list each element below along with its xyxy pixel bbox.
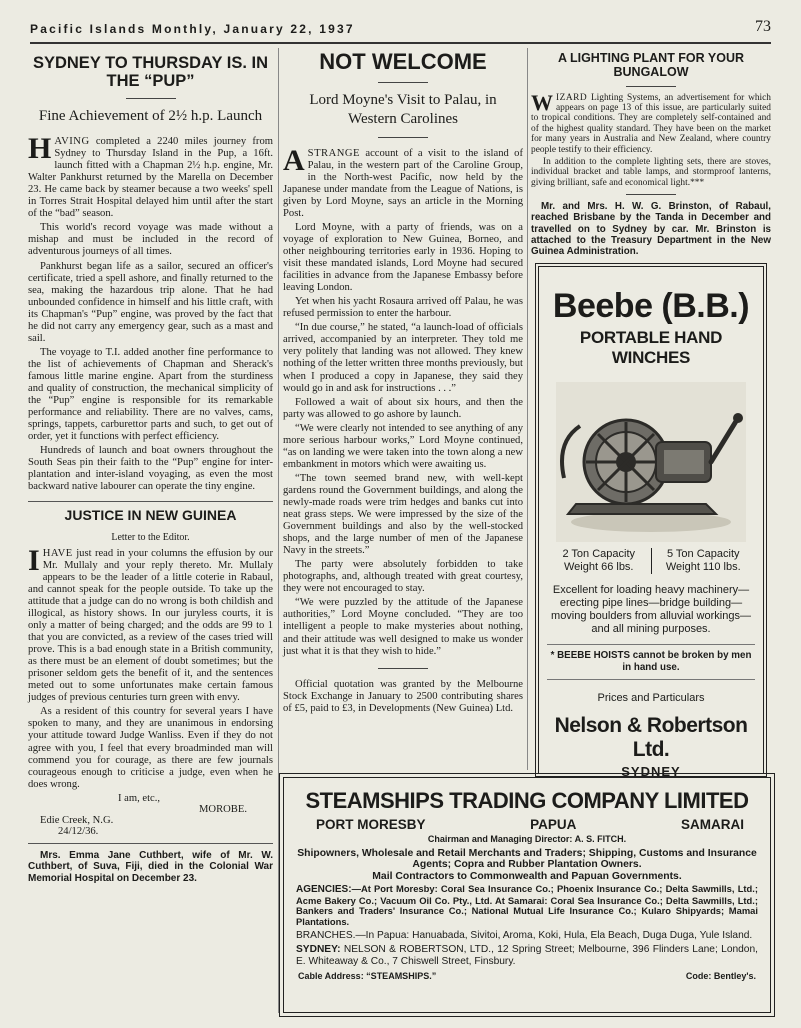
advertisement-steamships [283, 777, 771, 1013]
ad-code: Code: Bentley's. [685, 971, 756, 982]
column-right [531, 48, 771, 259]
ad-chairman: Chairman and Managing Director: A. S. FITCH. [427, 834, 627, 844]
signature: MOROBE. [199, 803, 247, 815]
paragraph: Pankhurst began life as a sailor, secured an officer's certificate, tried a spell ashore, and finally returned to the sea, making the hazardous trip alone. That he had unbounded confidence in himself and his little craft, with its Chapman's “Pup” engine, was proved by the fact that he did not carry any emergency gear, such as a mast and sail. [28, 260, 273, 344]
paragraph: Yet when his yacht Rosaura arrived off Palau, he was refused permission to enter the harbour. [283, 296, 523, 320]
paragraph: “The town seemed brand new, with well-kept gardens round the Government buildings, and along the newly-made roads were trim hedges and banks cut into neat grass steps. We were impressed by the size of the Government buildings and also by the well-stocked shops, and the large number of men of the Japanese Navy in the streets.” [283, 472, 523, 557]
closing: I am, etc., [118, 792, 161, 804]
divider [626, 86, 676, 87]
article-not-welcome [283, 50, 523, 658]
ad-branches: BRANCHES.—In Papua: Hanuabada, Sivitoi, Aroma, Koki, Hula, Ela Beach, Duga Duga, Yule Island. [296, 930, 753, 942]
paragraph: The voyage to T.I. added another fine performance to the list of achievements of Chapman and Sherack's famous little marine engine. Apart from the sturdiness and quality of construction, the mechanical simplicity of the “Pup” engine is responsible for its remarkable performance and reliability. There are no valves, cams, springs, tappets, carburettor parts and such, to get out of order, yet it functions with perfect efficiency. [28, 346, 273, 443]
subhead-pup: Fine Achievement of 2½ h.p. Launch [38, 108, 263, 125]
paragraph: Followed a wait of about six hours, and then the party was allowed to go ashore by launch. [283, 396, 523, 420]
ad-steamships-title: STEAMSHIPS TRADING COMPANY LIMITED [305, 788, 749, 813]
ad-agencies: AGENCIES:—At Port Moresby: Coral Sea Insurance Co.; Phoenix Insurance Co.; Delta Sawmills, Ltd.; Acme Bakery Co.; Vacuum Oil Co. Pty., Ltd. At Samarai: Coral Sea Insurance Co.; Delta Sawmills, Ltd.; Bankers and Traders' Insurance Co.; National Mutual Life Insurance Co.; Kularo Shipyards; Mamai Plantations. [296, 883, 758, 927]
advertisement-beebe-winches [538, 266, 764, 779]
ad-brand: Beebe (B.B.) [552, 287, 750, 325]
ad-prices-label: Prices and Particulars [597, 692, 705, 704]
headline-lighting: A LIGHTING PLANT FOR YOUR BUNGALOW [557, 51, 745, 79]
paragraph: “We were puzzled by the attitude of the Japanese authorities,” Lord Moyne concluded. “They are too intelligent a people to make mysteries about nothing, and their attitude was well designed to make us wonder just what it is that they wish to hide.” [283, 597, 523, 657]
divider [126, 98, 176, 99]
paragraph: The party were absolutely forbidden to take photographs, and, although treated with great courtesy, they were not encouraged to stay. [283, 559, 523, 595]
article-pup [28, 54, 273, 493]
divider [28, 843, 273, 844]
ad-note: * BEEBE HOISTS cannot be broken by men in hand use. [547, 644, 755, 680]
paragraph: “In due course,” he stated, “a launch-load of officials arrived, accompanied by an interpreter. They told me very politely that landing was not allowed. They knew nothing of the letter written three months previously, but when I produced a copy in Japanese, they said they would go in and ask for instructions . . .” [283, 322, 523, 394]
winch-illustration-icon [556, 382, 746, 542]
drop-cap: H [28, 132, 52, 166]
divider [378, 137, 428, 138]
drop-cap: I [28, 543, 40, 577]
place-papua: PAPUA [530, 817, 577, 832]
ad-uses: Excellent for loading heavy machinery—erecting pipe lines—bridge building—moving boulders from alluvial workings—and all mining purposes. [551, 584, 751, 635]
kicker: Letter to the Editor. [111, 531, 190, 543]
notice-brinston: Mr. and Mrs. H. W. G. Brinston, of Rabaul, reached Brisbane by the Tanda in December and travelled on to Sydney by car. Mr. Brinston is attached to the Treasury Department in the New Guinea Administration. [531, 201, 771, 257]
place-samarai: SAMARAI [681, 817, 744, 832]
headline-not-welcome: NOT WELCOME [319, 49, 487, 74]
ad-dealer: Nelson & Robertson Ltd. [554, 714, 748, 761]
paragraph: This world's record voyage was made without a mishap and must be included in the record of adventurous journeys of all times. [28, 222, 273, 258]
running-title: Pacific Islands Monthly, January 22, 1937 [30, 22, 355, 36]
ad-mail-contractors: Mail Contractors to Commonwealth and Papuan Governments. [372, 870, 682, 882]
page-number: 73 [755, 18, 771, 35]
headline-justice: JUSTICE IN NEW GUINEA [64, 507, 237, 524]
place-port-moresby: PORT MORESBY [316, 817, 426, 832]
ad-places [284, 817, 770, 832]
column-rule [278, 48, 279, 1013]
paragraph: In addition to the complete lighting sets, there are stoves, individual bracket and table lamps, and stormproof lanterns, giving brilliant, safe and economical light.*** [531, 156, 771, 188]
article-lighting [531, 52, 771, 188]
divider [378, 82, 428, 83]
page-header [30, 20, 771, 44]
paragraph: Hundreds of launch and boat owners throughout the South Seas pin their faith to the “Pup” engine for inter-plantation and inter-island voyaging, as even the most backward native labourer can operate the tiny engine. [28, 445, 273, 493]
paragraph: “We were clearly not intended to see anything of any more serious harbour works,” Lord Moyne continued, “as on landing we were taken into the town along a new embankment in motors which were awaiting us. [283, 422, 523, 470]
letter-date: 24/12/36. [58, 825, 99, 837]
ad-footer [284, 971, 770, 981]
ad-sydney: SYDNEY: NELSON & ROBERTSON, LTD., 12 Spring Street; Melbourne, 396 Flinders Lane; London, E. Whiteaway & Co., 7 Chiswell Street, Finsbury. [296, 944, 758, 968]
column-rule [527, 48, 528, 770]
drop-cap: A [283, 143, 305, 177]
paragraph: WIZARD Lighting Systems, an advertisement for which appears on page 13 of this issue, are particularly suited to tropical conditions. They are completely self-contained and of the highest quality standard. They have been on the market for many years in Australia and New Zealand, where country people testify to their efficiency. [531, 89, 771, 155]
notice-stock-exchange: Official quotation was granted by the Melbourne Stock Exchange in January to 2500 contributing shares of £5, paid to £3, in Developments (New Guinea) Ltd. [283, 678, 523, 714]
capacity-5-ton: 5 Ton Capacity Weight 110 lbs. [665, 548, 741, 573]
letter-place: Edie Creek, N.G. [40, 814, 114, 826]
paragraph: Lord Moyne, with a party of friends, was on a voyage of exploration to New Guinea, Borneo, and other neighbouring territories early in 1936. Hoping to visit these mandated islands, Lord Moyne had secured facilities in advance from the Japanese Embassy before leaving London. [283, 221, 523, 294]
ad-product: PORTABLE HAND WINCHES [579, 328, 723, 367]
paragraph: HAVING completed a 2240 miles journey from Sydney to Thursday Island in the Pup, a 16ft. launch fitted with a Chapman 2½ h.p. engine, Mr. Walter Pankhurst returned by the Marella on December 23. He came back by steamer because a two weeks' spell in Torres Strait Hospital delayed him until after the start of the “bad” season. [28, 132, 273, 220]
capacity-2-ton: 2 Ton Capacity Weight 66 lbs. [562, 548, 636, 573]
paragraph: As a resident of this country for several years I have spoken to many, and they are unanimous in endorsing your attitude toward Judge Wanliss. Even if they do not agree with you, I feel that every broadminded man will commend you for courage, as there are few journals courageous enough to criticise a judge, even when he does wrong. [28, 706, 273, 790]
divider [28, 501, 273, 502]
ad-services: Shipowners, Wholesale and Retail Merchants and Traders; Shipping, Customs and Insurance Agents; Copra and Rubber Plantation Owners. [297, 847, 757, 870]
paragraph: IHAVE just read in your columns the effusion by our Mr. Mullaly and your reply thereto. Mr. Mullaly appears to be the leader of a little coterie in Rabaul, and cannot speak for the people outside. To take up the attitude that a judge can do no wrong is both childish and illogical, as history shows. In our juryless courts, it is only a matter of being charged; and the odds are 99 to 1 that you are convicted, as a review of the cases tried will prove. This is a bad enough state in a British community, as there must be an element of doubt sometimes; but the prisoner seldom gets the benefit of it, and the sentences meted out to some unfortunates make certain famous judges of previous centuries turn green with envy. [28, 543, 273, 704]
divider [626, 194, 676, 195]
article-justice [28, 508, 273, 836]
divider [378, 668, 428, 669]
headline-pup: SYDNEY TO THURSDAY IS. IN THE “PUP” [32, 54, 269, 91]
ad-city: SYDNEY [621, 764, 681, 779]
ad-cable: Cable Address: “STEAMSHIPS.” [298, 971, 437, 982]
drop-cap: W [531, 89, 553, 115]
paragraph: ASTRANGE account of a visit to the island of Palau, in the western part of the Caroline Group, in the North-west Pacific, now held by the Japanese under mandate from the League of Nations, is given by Lord Moyne, says an article in the Morning Post. [283, 143, 523, 219]
notice-cuthbert: Mrs. Emma Jane Cuthbert, wife of Mr. W. Cuthbert, of Suva, Fiji, died in the Colonial War Memorial Hospital on December 23. [28, 849, 273, 884]
capacity-row [547, 548, 755, 574]
column-middle [283, 48, 523, 717]
column-left [28, 48, 273, 886]
subhead-not-welcome: Lord Moyne's Visit to Palau, in Western Carolines [309, 92, 497, 127]
